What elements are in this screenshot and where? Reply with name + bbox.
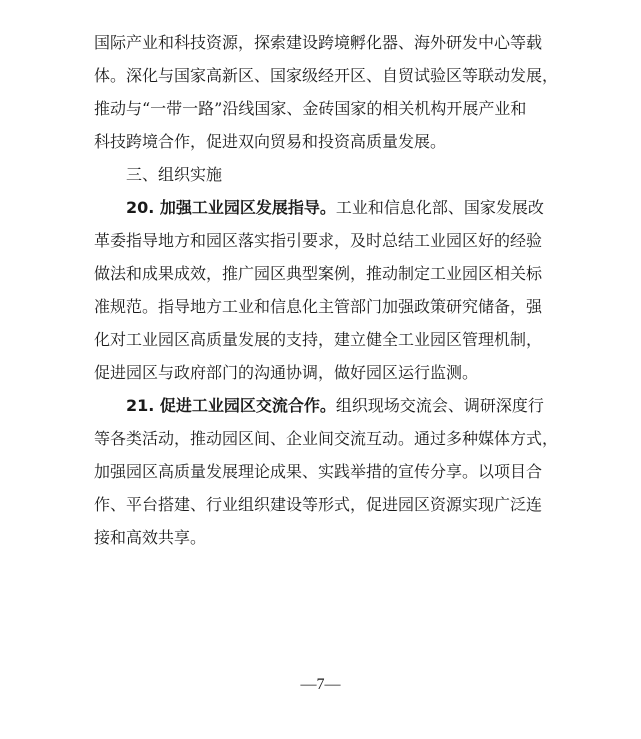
- paragraph-intro: [94, 26, 559, 158]
- text-line: 革委指导地方和园区落实指引要求，及时总结工业园区好的经验: [94, 231, 543, 250]
- item-title: 21. 促进工业园区交流合作。: [126, 396, 336, 415]
- page-number: —7—: [300, 676, 341, 693]
- text-line: 等各类活动，推动园区间、企业间交流互动。通过多种媒体方式，: [94, 429, 559, 448]
- text-line: 准规范。指导地方工业和信息化主管部门加强政策研究储备，强: [94, 297, 543, 316]
- paragraph-item-21: [94, 389, 559, 554]
- text-line: 国际产业和科技资源，探索建设跨境孵化器、海外研发中心等载: [94, 33, 543, 52]
- item-first-line: [94, 389, 542, 422]
- text-line: 做法和成果成效，推广园区典型案例，推动制定工业园区相关标: [94, 264, 543, 283]
- text-line: 组织现场交流会、调研深度行: [335, 396, 544, 415]
- text-line: 体。深化与国家高新区、国家级经开区、自贸试验区等联动发展，: [94, 66, 559, 85]
- text-line: 加强园区高质量发展理论成果、实践举措的宣传分享。以项目合: [94, 462, 543, 481]
- text-line: 作、平台搭建、行业组织建设等形式，促进园区资源实现广泛连: [94, 495, 543, 514]
- text-line: 接和高效共享。: [94, 528, 207, 547]
- item-first-line: [94, 191, 542, 224]
- section-heading: 三、组织实施: [126, 165, 223, 184]
- text-line: 工业和信息化部、国家发展改: [335, 198, 544, 217]
- text-line: 推动与“一带一路”沿线国家、金砖国家的相关机构开展产业和: [94, 99, 527, 118]
- item-title: 20. 加强工业园区发展指导。: [126, 198, 336, 217]
- document-body: [94, 26, 559, 554]
- text-line: 科技跨境合作，促进双向贸易和投资高质量发展。: [94, 132, 447, 151]
- text-line: 化对工业园区高质量发展的支持，建立健全工业园区管理机制，: [94, 330, 543, 349]
- text-line: 促进园区与政府部门的沟通协调，做好园区运行监测。: [94, 363, 479, 382]
- paragraph-item-20: [94, 191, 542, 389]
